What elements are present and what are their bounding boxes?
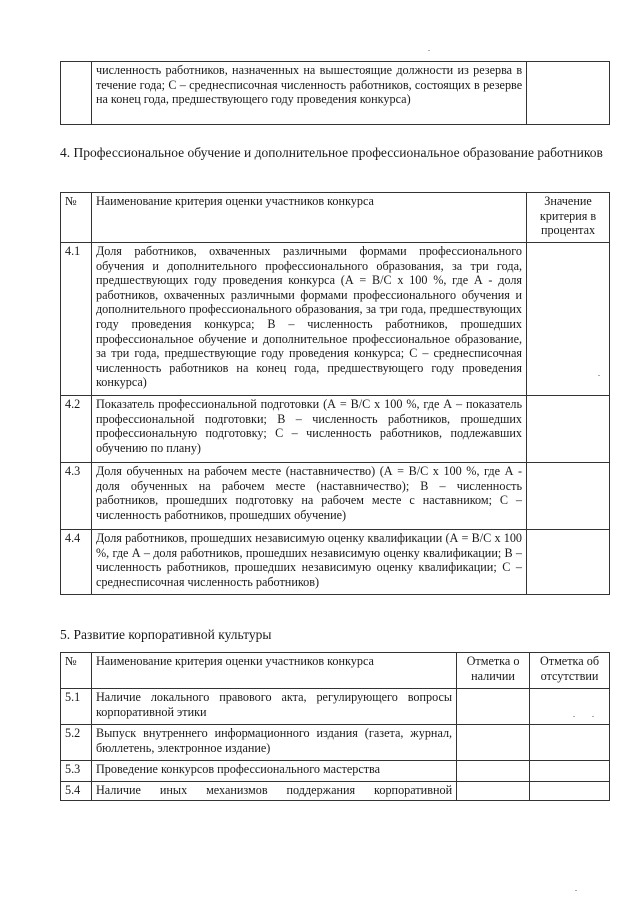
section-5-title: 5. Развитие корпоративной культуры [60,627,272,642]
present-cell[interactable] [457,782,530,801]
present-cell[interactable] [457,761,530,782]
table-header-row [61,653,610,689]
header-num: № [61,193,92,243]
criterion-text: Показатель профессиональной подготовки (А = В/С х 100 %, где А – показатель профессиональной подготовки; В – численность работников, прошедших профессиональную подготовку; С – численность работников, подлежавших обучению по плану) [91,396,526,463]
row-num: 5.1 [61,689,92,725]
row-num: 4.2 [61,396,92,463]
criterion-text: численность работников, назначенных на вышестоящие должности из резерва в течение года; С – среднесписочная численность работников, состоящих в резерве на конец года, предшествующего году проведения конкурса) [91,62,526,125]
table-row [61,396,610,463]
criterion-text: Доля обученных на рабочем месте (наставничество) (А = В/С х 100 %, где А - доля обученных на рабочем месте (наставничество); В – численность работников, прошедших подготовку на рабочем месте с наставником; С – численность работников, прошедших обучение) [91,463,526,530]
present-cell[interactable] [457,725,530,761]
table-row [61,243,610,396]
scan-speck [573,716,575,717]
value-cell[interactable] [527,530,610,595]
header-value: Значение критерия в процентах [527,193,610,243]
table-header-row [61,193,610,243]
row-num: 5.2 [61,725,92,761]
criterion-text: Проведение конкурсов профессионального мастерства [91,761,456,782]
header-absent: Отметка об отсутствии [530,653,610,689]
section-5-table [60,652,610,801]
value-cell[interactable] [527,396,610,463]
scan-speck [428,50,430,51]
header-name: Наименование критерия оценки участников конкурса [91,193,526,243]
row-num: 4.4 [61,530,92,595]
table-row [61,530,610,595]
scan-speck [592,716,594,717]
value-cell [527,62,610,125]
criterion-text: Доля работников, прошедших независимую оценку квалификации (А = В/С х 100 %, где А – доля работников, прошедших независимую оценку квалификации; В – численность работников, прошедших независимую оценку квалификации; С – среднесписочная численность работников) [91,530,526,595]
criterion-text: Выпуск внутреннего информационного издания (газета, журнал, бюллетень, электронное издание) [91,725,456,761]
scan-speck [575,890,577,891]
criterion-text: Наличие иных механизмов поддержания корпоративной [91,782,456,801]
value-cell[interactable] [527,463,610,530]
scan-speck [598,375,600,376]
table-row [61,62,610,125]
absent-cell[interactable] [530,782,610,801]
table-row [61,782,610,801]
criterion-text: Наличие локального правового акта, регулирующего вопросы корпоративной этики [91,689,456,725]
row-num: 5.3 [61,761,92,782]
table-row [61,463,610,530]
table-row [61,689,610,725]
header-name: Наименование критерия оценки участников конкурса [91,653,456,689]
header-present: Отметка о наличии [457,653,530,689]
row-num: 4.3 [61,463,92,530]
section-4-table [60,192,610,595]
row-num: 5.4 [61,782,92,801]
table-row [61,761,610,782]
value-cell[interactable] [527,243,610,396]
continuation-table [60,61,610,125]
present-cell[interactable] [457,689,530,725]
table-row [61,725,610,761]
header-num: № [61,653,92,689]
row-num: 4.1 [61,243,92,396]
absent-cell[interactable] [530,725,610,761]
criterion-text: Доля работников, охваченных различными формами профессионального обучения и дополнительного профессионального образования, за три года, предшествующих году проведения конкурса (А = В/С х 100 %, где А - доля работников, охваченных различными формами профессионального обучения и дополнительного профессионального образования, за три года, предшествующих году проведения конкурса; В – численность работников, прошедших профессиональное обучение и дополнительное профессиональное образование, за три года, предшествующие году проведения конкурса; С – среднесписочная численность работников на конец года, предшествующего году проведения конкурса) [91,243,526,396]
section-4-title: 4. Профессиональное обучение и дополнительное профессиональное образование работников [60,145,603,160]
num-cell [61,62,92,125]
absent-cell[interactable] [530,761,610,782]
absent-cell[interactable] [530,689,610,725]
